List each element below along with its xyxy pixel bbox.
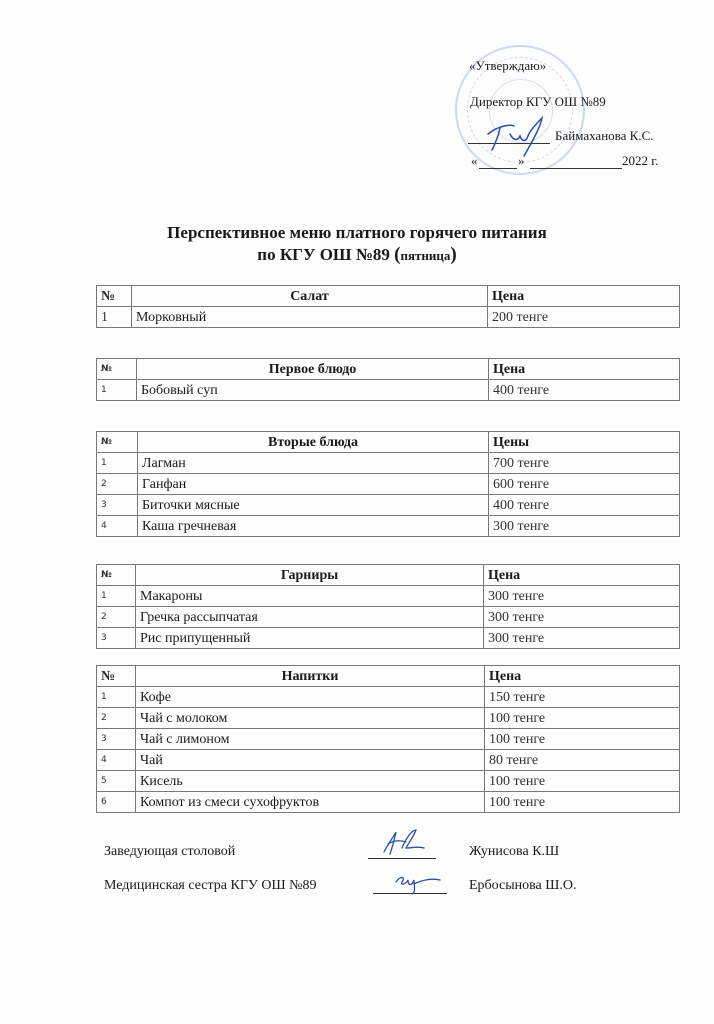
header-number: № [97, 286, 132, 307]
date-month-line [530, 168, 622, 169]
title-paren-open: ( [394, 244, 401, 265]
table-row [97, 495, 680, 516]
table-row [97, 586, 680, 607]
row-dish: Чай с лимоном [136, 729, 485, 750]
title-school: по КГУ ОШ №89 [257, 245, 395, 264]
row-number: 1 [97, 380, 137, 401]
row-number: 5 [97, 771, 136, 792]
row-dish: Компот из смеси сухофруктов [136, 792, 485, 813]
row-number: 4 [97, 750, 136, 771]
row-number: 3 [97, 495, 138, 516]
row-number: 2 [97, 708, 136, 729]
title-paren-close: ) [450, 244, 457, 265]
row-dish: Рис припущенный [136, 628, 484, 649]
table-row [97, 380, 680, 401]
row-number: 2 [97, 607, 136, 628]
second-course-table [96, 431, 680, 537]
row-price: 300 тенге [484, 586, 680, 607]
header-dish: Гарниры [136, 565, 484, 586]
salad-table [96, 285, 680, 328]
table-row [97, 453, 680, 474]
date-day-line [479, 168, 517, 169]
table-row [97, 729, 680, 750]
row-dish: Чай [136, 750, 485, 771]
row-number: 3 [97, 729, 136, 750]
row-dish: Кофе [136, 687, 485, 708]
table-header-row [97, 432, 680, 453]
header-price: Цена [488, 286, 680, 307]
approval-year: 2022 г. [622, 153, 659, 168]
row-dish: Морковный [132, 307, 488, 328]
table-row [97, 607, 680, 628]
table-header-row [97, 286, 680, 307]
header-number: № [97, 565, 136, 586]
signature-name-canteen-head: Жунисова К.Ш [469, 844, 560, 859]
row-price: 700 тенге [489, 453, 680, 474]
header-dish: Салат [132, 286, 488, 307]
approval-position: Директор КГУ ОШ №89 [470, 94, 606, 109]
row-price: 200 тенге [488, 307, 680, 328]
row-price: 100 тенге [485, 729, 680, 750]
header-dish: Напитки [136, 666, 485, 687]
director-signature [480, 112, 550, 162]
canteen-head-signature-line [368, 858, 436, 859]
row-price: 400 тенге [489, 380, 680, 401]
row-dish: Ганфан [138, 474, 489, 495]
row-dish: Макароны [136, 586, 484, 607]
row-dish: Каша гречневая [138, 516, 489, 537]
row-price: 400 тенге [489, 495, 680, 516]
row-dish: Бобовый суп [137, 380, 489, 401]
row-price: 100 тенге [485, 771, 680, 792]
row-price: 80 тенге [485, 750, 680, 771]
row-price: 600 тенге [489, 474, 680, 495]
row-price: 300 тенге [484, 628, 680, 649]
row-price: 300 тенге [489, 516, 680, 537]
table-row [97, 771, 680, 792]
table-row [97, 687, 680, 708]
row-number: 3 [97, 628, 136, 649]
title-day: пятница [400, 248, 451, 263]
header-price: Цена [485, 666, 680, 687]
drinks-table [96, 665, 680, 813]
header-price: Цена [484, 565, 680, 586]
header-price: Цена [489, 359, 680, 380]
row-number: 4 [97, 516, 138, 537]
row-price: 100 тенге [485, 792, 680, 813]
row-number: 2 [97, 474, 138, 495]
row-number: 1 [97, 687, 136, 708]
row-dish: Биточки мясные [138, 495, 489, 516]
approval-heading: «Утверждаю» [469, 58, 547, 73]
table-row [97, 307, 680, 328]
row-number: 1 [97, 586, 136, 607]
header-number: № [97, 359, 137, 380]
row-price: 150 тенге [485, 687, 680, 708]
table-row [97, 750, 680, 771]
table-header-row [97, 565, 680, 586]
row-number: 6 [97, 792, 136, 813]
first-course-table [96, 358, 680, 401]
row-dish: Чай с молоком [136, 708, 485, 729]
approval-date-open: « [471, 153, 478, 168]
signature-role-nurse: Медицинская сестра КГУ ОШ №89 [104, 878, 317, 893]
table-row [97, 474, 680, 495]
signature-role-canteen-head: Заведующая столовой [104, 844, 236, 859]
row-number: 1 [97, 307, 132, 328]
title-line-1: Перспективное меню платного горячего питания [167, 223, 547, 242]
table-header-row [97, 359, 680, 380]
approval-date-close: » [518, 153, 525, 168]
header-number: № [97, 666, 136, 687]
title-line-2 [0, 244, 714, 267]
table-row [97, 792, 680, 813]
signature-name-nurse: Ербосынова Ш.О. [469, 878, 577, 893]
table-row [97, 628, 680, 649]
row-price: 100 тенге [485, 708, 680, 729]
header-dish: Вторые блюда [138, 432, 489, 453]
document-title [0, 222, 714, 267]
table-header-row [97, 666, 680, 687]
row-price: 300 тенге [484, 607, 680, 628]
header-dish: Первое блюдо [137, 359, 489, 380]
header-price: Цены [489, 432, 680, 453]
nurse-signature [392, 868, 442, 896]
row-dish: Гречка рассыпчатая [136, 607, 484, 628]
canteen-head-signature [380, 826, 430, 858]
row-dish: Кисель [136, 771, 485, 792]
approval-name: Баймаханова К.С. [555, 128, 654, 143]
row-dish: Лагман [138, 453, 489, 474]
table-row [97, 708, 680, 729]
table-row [97, 516, 680, 537]
row-number: 1 [97, 453, 138, 474]
garnish-table [96, 564, 680, 649]
header-number: № [97, 432, 138, 453]
